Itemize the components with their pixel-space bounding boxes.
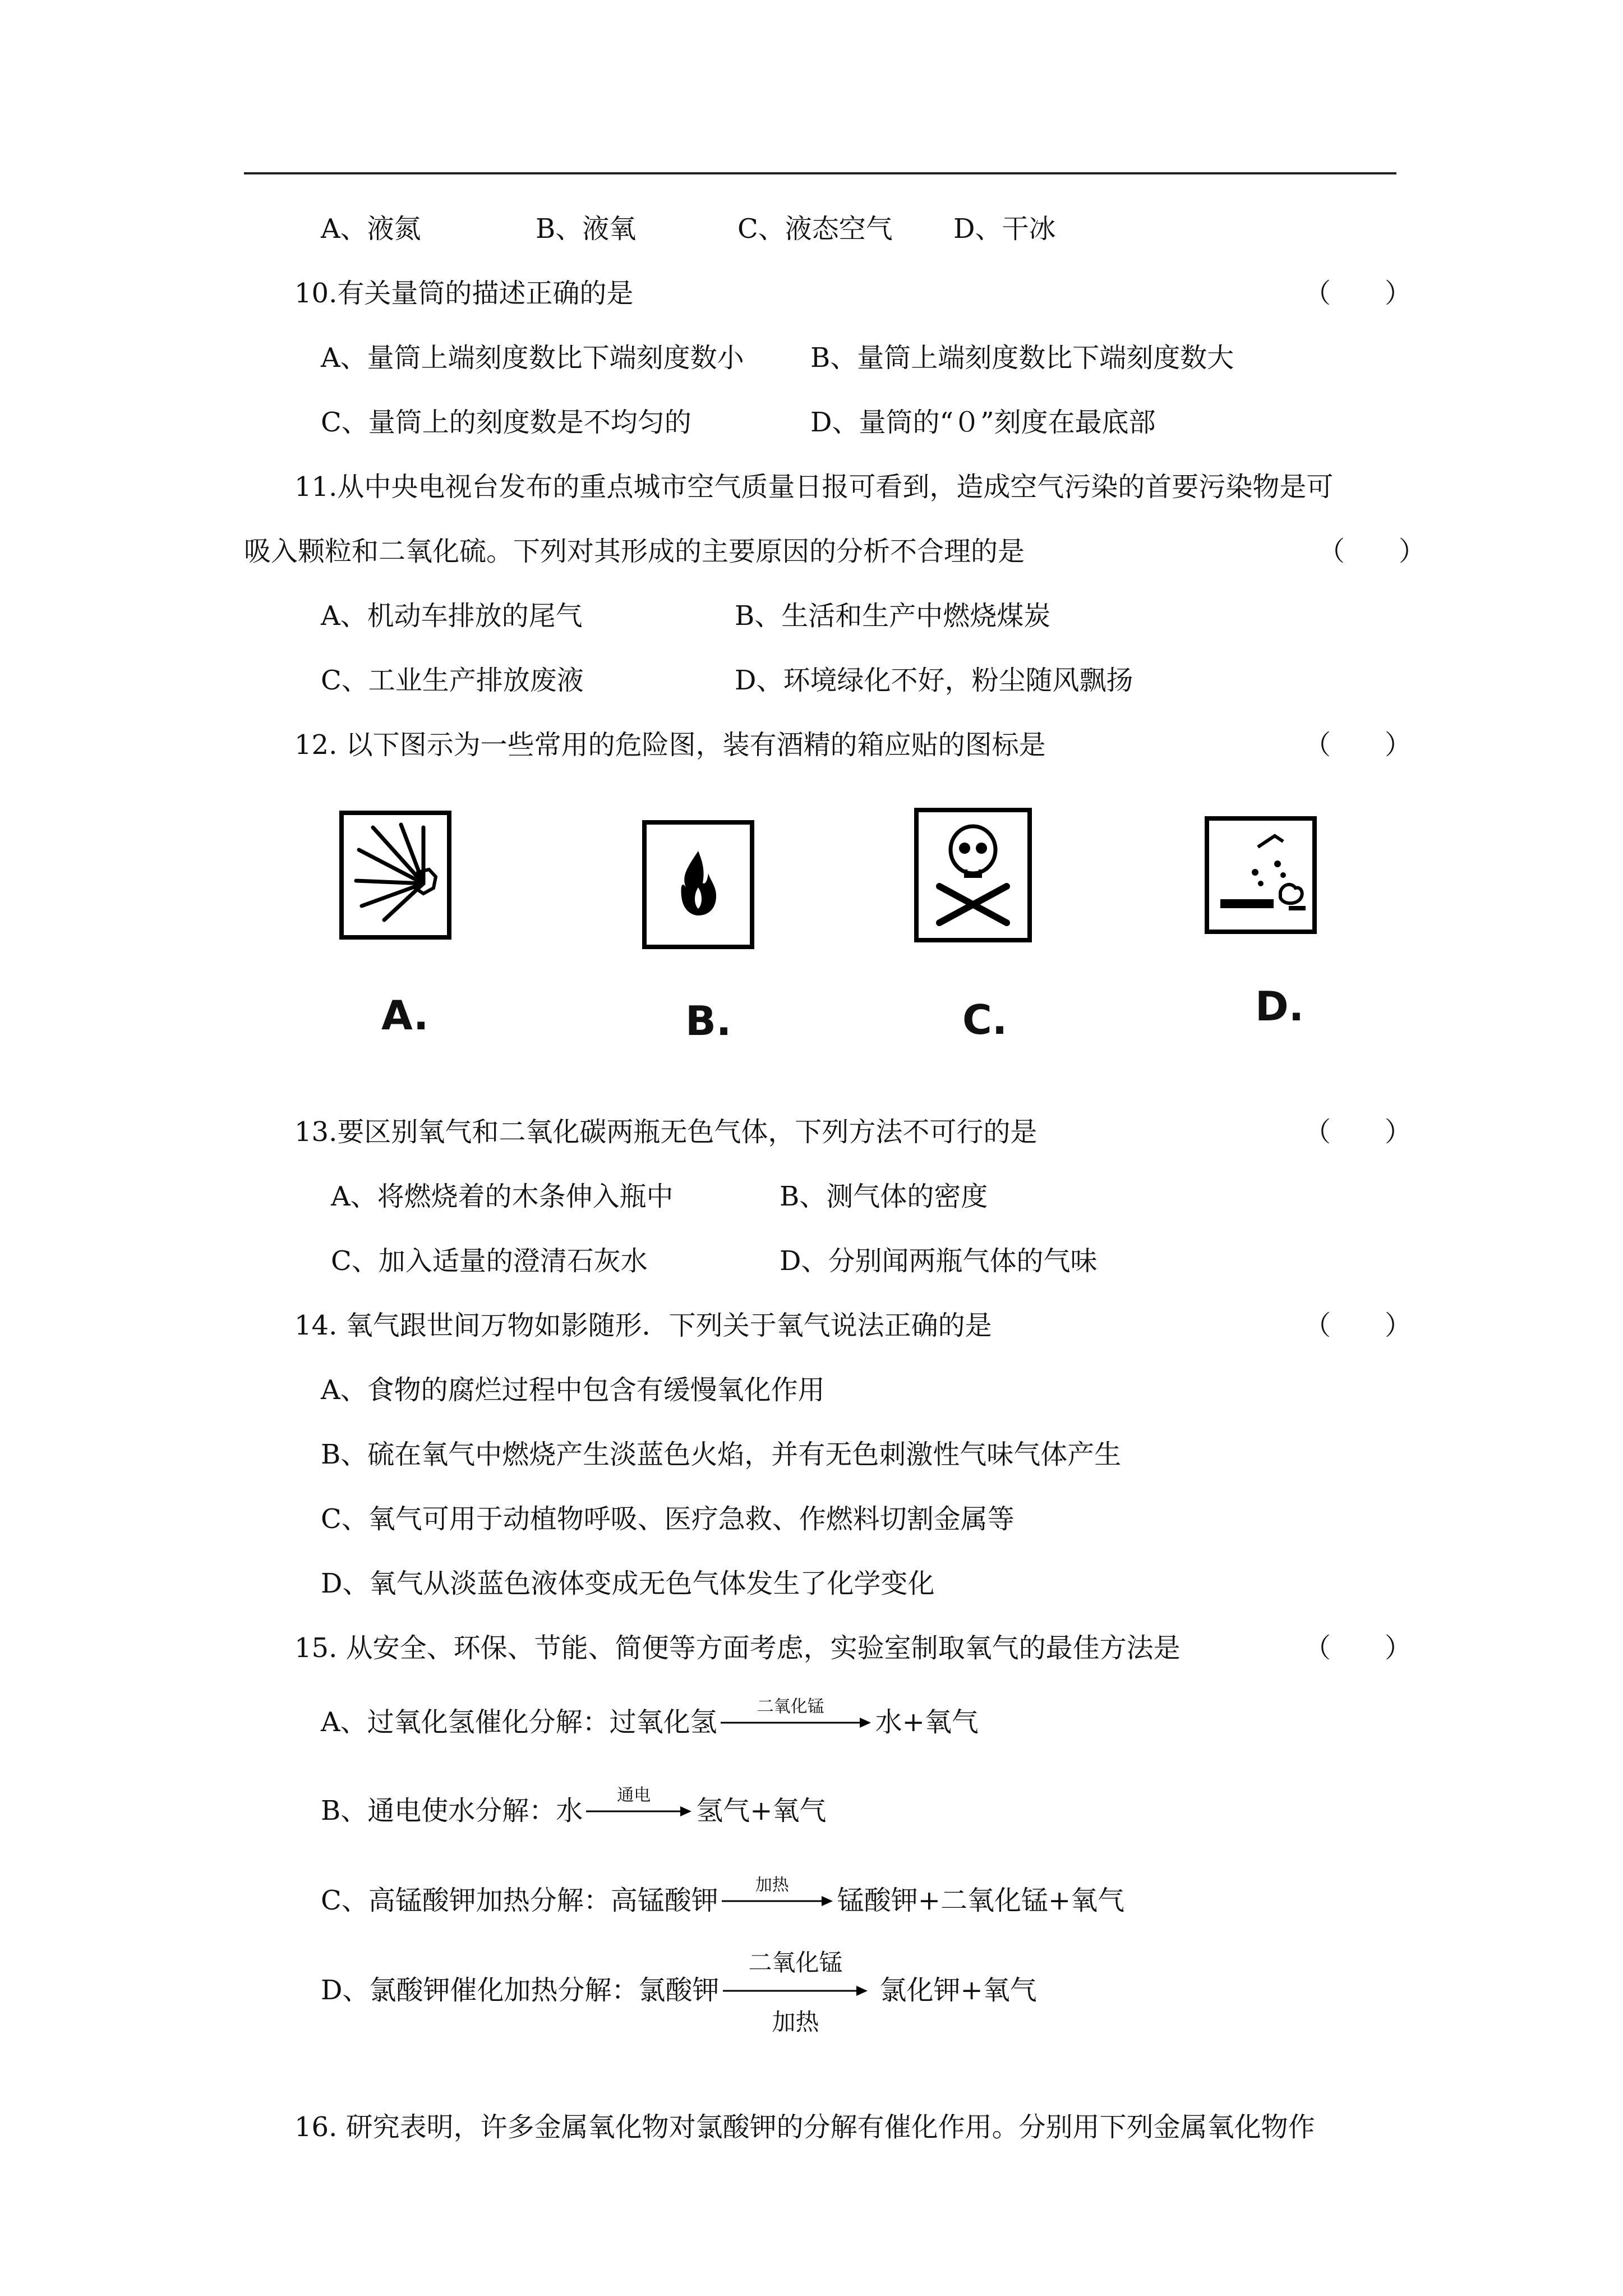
q15-option-b <box>321 1786 827 1828</box>
q15-d-products: 氯化钾+氧气 <box>879 1975 1037 2006</box>
q14-answer-blank: （ ） <box>1304 1310 1412 1341</box>
header-rule <box>244 172 1396 174</box>
q11-option-a: A、机动车排放的尾气 <box>321 600 583 632</box>
q10-option-a: A、量筒上端刻度数比下端刻度数小 <box>321 342 744 374</box>
q15-d-prefix: D、氯酸钾催化加热分解：氯酸钾 <box>321 1975 720 2006</box>
q15-option-c <box>321 1875 1125 1917</box>
q11-stem-line1: 11.从中央电视台发布的重点城市空气质量日报可看到，造成空气污染的首要污染物是可 <box>294 471 1334 503</box>
q15-option-a <box>321 1697 979 1739</box>
icon-label-d: D. <box>1255 983 1304 1030</box>
reaction-arrow <box>721 1697 872 1739</box>
q10-answer-blank: （ ） <box>1304 278 1412 309</box>
q10-option-c: C、量筒上的刻度数是不均匀的 <box>321 407 691 438</box>
q15-c-products: 锰酸钾+二氧化锰+氧气 <box>837 1885 1125 1916</box>
q14-option-b: B、硫在氧气中燃烧产生淡蓝色火焰，并有无色刺激性气味气体产生 <box>321 1439 1122 1470</box>
q9-option-c: C、液态空气 <box>737 213 893 245</box>
q15-c-condition: 加热 <box>755 1875 789 1895</box>
q12-answer-blank: （ ） <box>1304 729 1412 761</box>
q13-option-b: B、测气体的密度 <box>780 1181 988 1212</box>
q15-answer-blank: （ ） <box>1304 1632 1412 1664</box>
q14-stem: 14. 氧气跟世间万物如影随形．下列关于氧气说法正确的是 <box>294 1310 992 1341</box>
q11-option-c: C、工业生产排放废液 <box>321 665 584 696</box>
q13-option-a: A、将燃烧着的木条伸入瓶中 <box>331 1181 674 1212</box>
q9-option-a: A、液氮 <box>321 213 421 245</box>
q11-stem-line2: 吸入颗粒和二氧化硫。下列对其形成的主要原因的分析不合理的是 <box>244 536 1025 567</box>
q11-option-b: B、生活和生产中燃烧煤炭 <box>735 600 1051 632</box>
icon-label-b: B. <box>685 997 732 1045</box>
q13-stem: 13.要区别氧气和二氧化碳两瓶无色气体，下列方法不可行的是 <box>294 1116 1038 1148</box>
q15-option-d <box>321 1949 1037 2036</box>
reaction-arrow <box>723 1949 869 2036</box>
q10-option-d: D、量筒的“０”刻度在最底部 <box>810 407 1156 438</box>
q15-stem: 15. 从安全、环保、节能、简便等方面考虑，实验室制取氧气的最佳方法是 <box>294 1632 1181 1664</box>
q15-b-products: 氢气+氧气 <box>696 1795 827 1826</box>
q11-option-d: D、环境绿化不好，粉尘随风飘扬 <box>735 665 1133 696</box>
q12-stem: 12. 以下图示为一些常用的危险图，装有酒精的箱应贴的图标是 <box>294 729 1046 761</box>
explosive-icon <box>339 811 451 942</box>
q14-option-c: C、氧气可用于动植物呼吸、医疗急救、作燃料切割金属等 <box>321 1503 1015 1535</box>
flammable-icon <box>642 820 754 951</box>
q13-answer-blank: （ ） <box>1304 1116 1412 1148</box>
q15-a-condition: 二氧化锰 <box>757 1697 824 1717</box>
corrosive-icon <box>1205 816 1317 936</box>
q15-a-prefix: A、过氧化氢催化分解：过氧化氢 <box>321 1706 717 1738</box>
q11-answer-blank: （ ） <box>1318 536 1426 567</box>
q14-option-a: A、食物的腐烂过程中包含有缓慢氧化作用 <box>321 1374 825 1406</box>
q10-option-b: B、量筒上端刻度数比下端刻度数大 <box>810 342 1234 374</box>
q15-d-condition-top: 二氧化锰 <box>748 1949 843 1976</box>
reaction-arrow <box>586 1786 693 1828</box>
q16-stem: 16. 研究表明，许多金属氧化物对氯酸钾的分解有催化作用。分别用下列金属氧化物作 <box>294 2111 1315 2143</box>
q13-option-c: C、加入适量的澄清石灰水 <box>331 1245 648 1277</box>
reaction-arrow <box>722 1875 834 1917</box>
q14-option-d: D、氧气从淡蓝色液体变成无色气体发生了化学变化 <box>321 1568 935 1599</box>
q9-option-d: D、干冰 <box>953 213 1056 245</box>
q15-a-products: 水+氧气 <box>875 1706 979 1738</box>
q15-b-prefix: B、通电使水分解：水 <box>321 1795 583 1826</box>
q13-option-d: D、分别闻两瓶气体的气味 <box>780 1245 1098 1277</box>
q15-b-condition: 通电 <box>617 1786 651 1805</box>
q15-d-condition-bottom: 加热 <box>772 2008 819 2036</box>
q9-option-b: B、液氧 <box>536 213 637 245</box>
icon-label-a: A. <box>381 992 429 1039</box>
q10-stem: 10.有关量筒的描述正确的是 <box>294 278 634 309</box>
toxic-icon <box>914 808 1032 945</box>
q15-c-prefix: C、高锰酸钾加热分解：高锰酸钾 <box>321 1885 718 1916</box>
icon-label-c: C. <box>962 996 1008 1043</box>
